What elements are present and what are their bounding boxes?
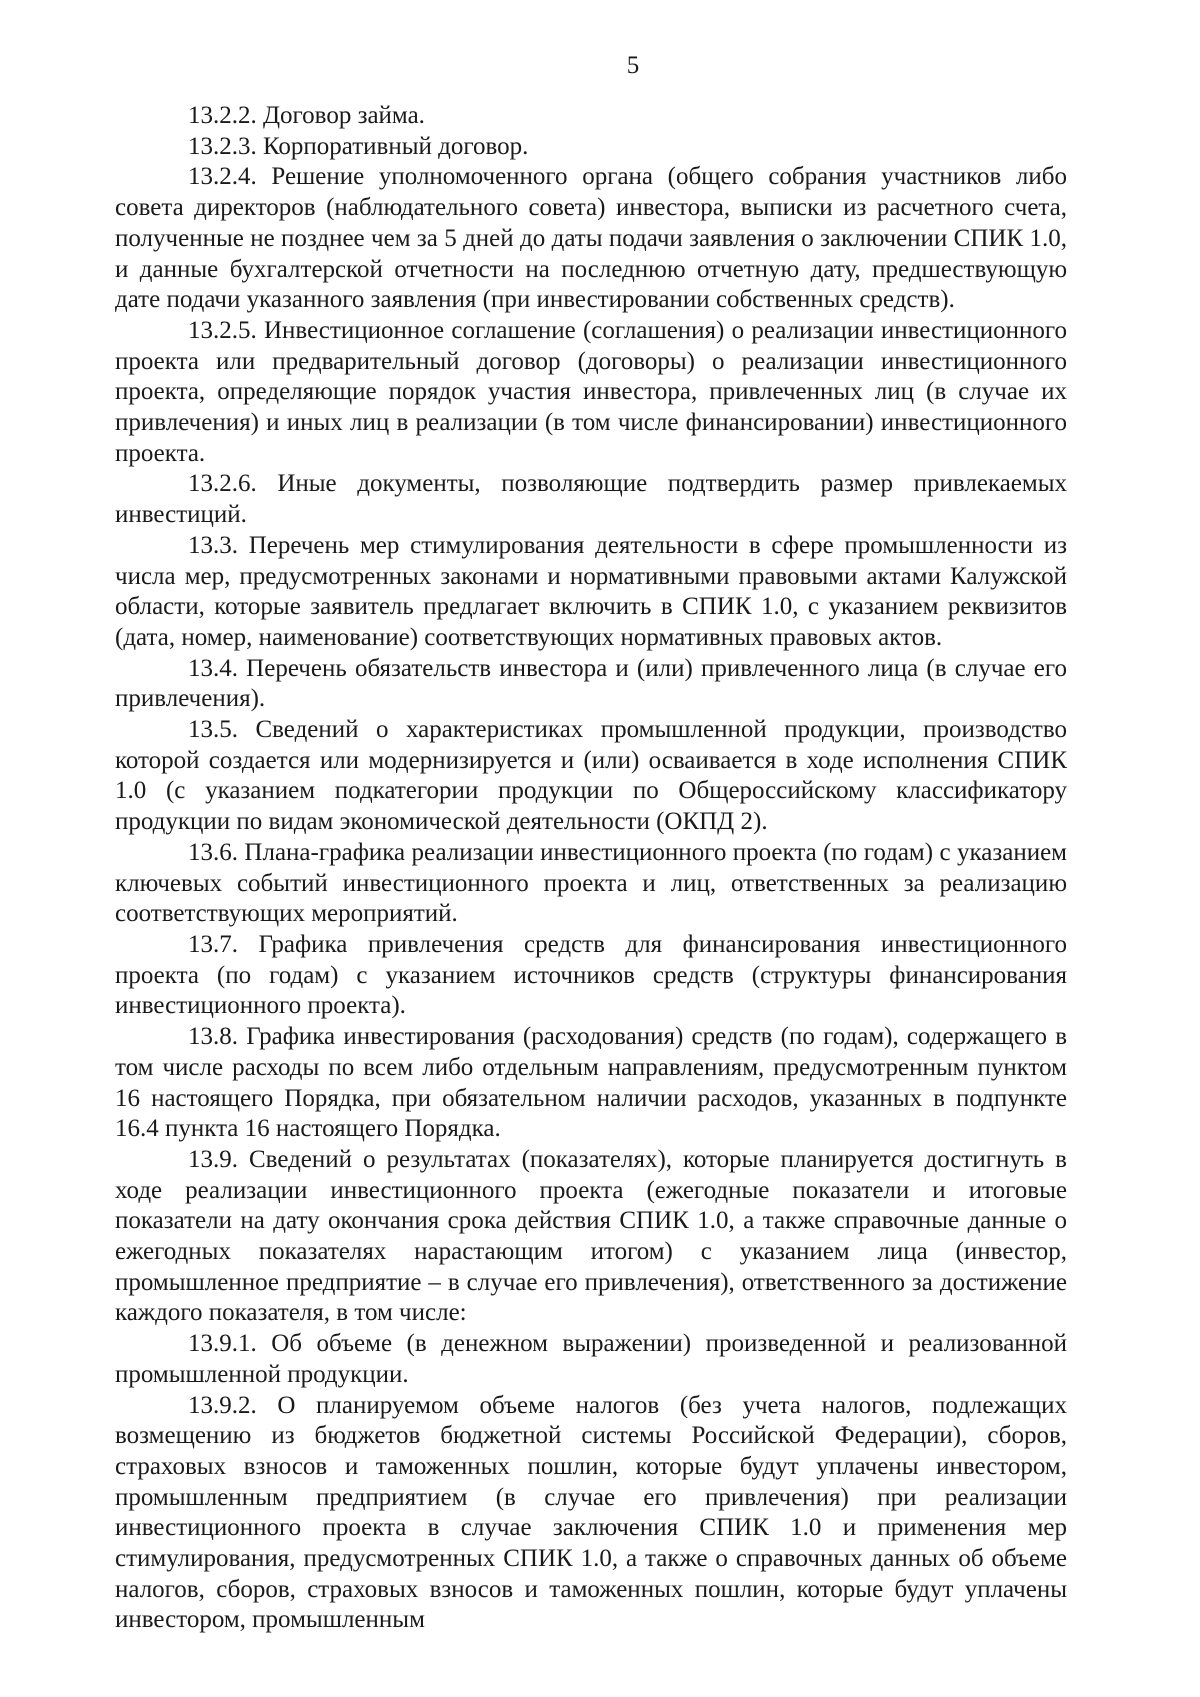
paragraph-13-2-4: 13.2.4. Решение уполномоченного органа (общего собрания участников либо совета директоров (наблюдательного совета) инвестора, выписки из расчетного счета, полученные не позднее чем за 5 дней до даты подачи заявления о заключении СПИК 1.0, и данные бухгалтерской отчетности на последнюю отчетную дату, предшествующую дате подачи указанного заявления (при инвестировании собственных средств). (115, 163, 1067, 314)
paragraph-13-6: 13.6. Плана-графика реализации инвестиционного проекта (по годам) с указанием ключевых событий инвестиционного проекта и лиц, ответственных за реализацию соответствующих мероприятий. (115, 838, 1067, 928)
paragraph-13-9-1: 13.9.1. Об объеме (в денежном выражении) произведенной и реализованной промышленной продукции. (115, 1330, 1067, 1388)
page-number: 5 (626, 52, 640, 79)
paragraph-13-9-2: 13.9.2. О планируемом объеме налогов (без учета налогов, подлежащих возмещению из бюджетов бюджетной системы Российской Федерации), сборов, страховых взносов и таможенных пошлин, которые будут уплачены инвестором, промышленным предприятием (в случае его привлечения) при реализации инвестиционного проекта в случае заключения СПИК 1.0 и применения мер стимулирования, предусмотренных СПИК 1.0, а также о справочных данных об объеме налогов, сборов, страховых взносов и таможенных пошлин, которые будут уплачены инвестором, промышленным (115, 1391, 1067, 1634)
paragraph-13-9: 13.9. Сведений о результатах (показателях), которые планируется достигнуть в ходе реализации инвестиционного проекта (ежегодные показатели и итоговые показатели на дату окончания срока действия СПИК 1.0, а также справочные данные о ежегодных показателях нарастающим итогом) с указанием лица (инвестор, промышленное предприятие – в случае его привлечения), ответственного за достижение каждого показателя, в том числе: (115, 1145, 1067, 1327)
paragraph-13-3: 13.3. Перечень мер стимулирования деятельности в сфере промышленности из числа мер, предусмотренных законами и нормативными правовыми актами Калужской области, которые заявитель предлагает включить в СПИК 1.0, с указанием реквизитов (дата, номер, наименование) соответствующих нормативных правовых актов. (115, 531, 1067, 651)
paragraph-13-2-5: 13.2.5. Инвестиционное соглашение (соглашения) о реализации инвестиционного проекта или предварительный договор (договоры) о реализации инвестиционного проекта, определяющие порядок участия инвестора, привлеченных лиц (в случае их привлечения) и иных лиц в реализации (в том числе финансировании) инвестиционного проекта. (115, 316, 1067, 467)
paragraph-13-4: 13.4. Перечень обязательств инвестора и (или) привлеченного лица (в случае его привлечения). (115, 654, 1067, 713)
paragraph-13-5: 13.5. Сведений о характеристиках промышленной продукции, производство которой создается или модернизируется и (или) осваивается в ходе исполнения СПИК 1.0 (с указанием подкатегории продукции по Общероссийскому классификатору продукции по видам экономической деятельности (ОКПД 2). (115, 716, 1067, 836)
paragraph-13-8: 13.8. Графика инвестирования (расходования) средств (по годам), содержащего в том числе расходы по всем либо отдельным направлениям, предусмотренным пунктом 16 настоящего Порядка, при обязательном наличии расходов, указанных в подпункте 16.4 пункта 16 настоящего Порядка. (115, 1023, 1067, 1143)
paragraph-13-2-2: 13.2.2. Договор займа. (188, 102, 425, 129)
paragraph-13-7: 13.7. Графика привлечения средств для финансирования инвестиционного проекта (по годам) с указанием источников средств (структуры финансирования инвестиционного проекта). (115, 930, 1067, 1020)
paragraph-13-2-3: 13.2.3. Корпоративный договор. (188, 132, 529, 160)
paragraph-13-2-6: 13.2.6. Иные документы, позволяющие подтвердить размер привлекаемых инвестиций. (115, 470, 1067, 529)
document-body (115, 101, 1067, 1636)
